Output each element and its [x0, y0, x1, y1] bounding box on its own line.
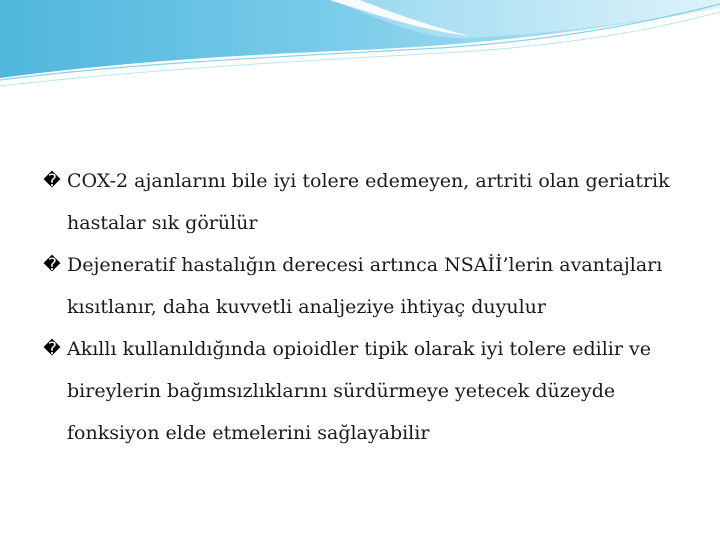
- bullet-item-dejeneratif: [40, 244, 690, 328]
- missing-glyph-bullet-icon: �: [43, 171, 61, 191]
- bullet-text: Akıllı kullanıldığında opioidler tipik olarak iyi tolere edilir ve bireylerin bağımsızlıklarını sürdürmeye yetecek düzeyde fonksiyon elde etmelerini sağlayabilir: [67, 338, 651, 444]
- bullet-item-opioidler: [40, 328, 690, 454]
- bullet-list: [40, 160, 690, 454]
- bullet-text: Dejeneratif hastalığın derecesi artınca NSAİİ’lerin avantajları kısıtlanır, daha kuvvetli analjeziye ihtiyaç duyulur: [67, 254, 663, 318]
- header-wave-decoration: [0, 0, 720, 120]
- missing-glyph-bullet-icon: �: [43, 339, 61, 359]
- bullet-text: COX-2 ajanlarını bile iyi tolere edemeyen, artriti olan geriatrik hastalar sık görülür: [67, 170, 670, 234]
- bullet-item-cox2: [40, 160, 690, 244]
- missing-glyph-bullet-icon: �: [43, 255, 61, 275]
